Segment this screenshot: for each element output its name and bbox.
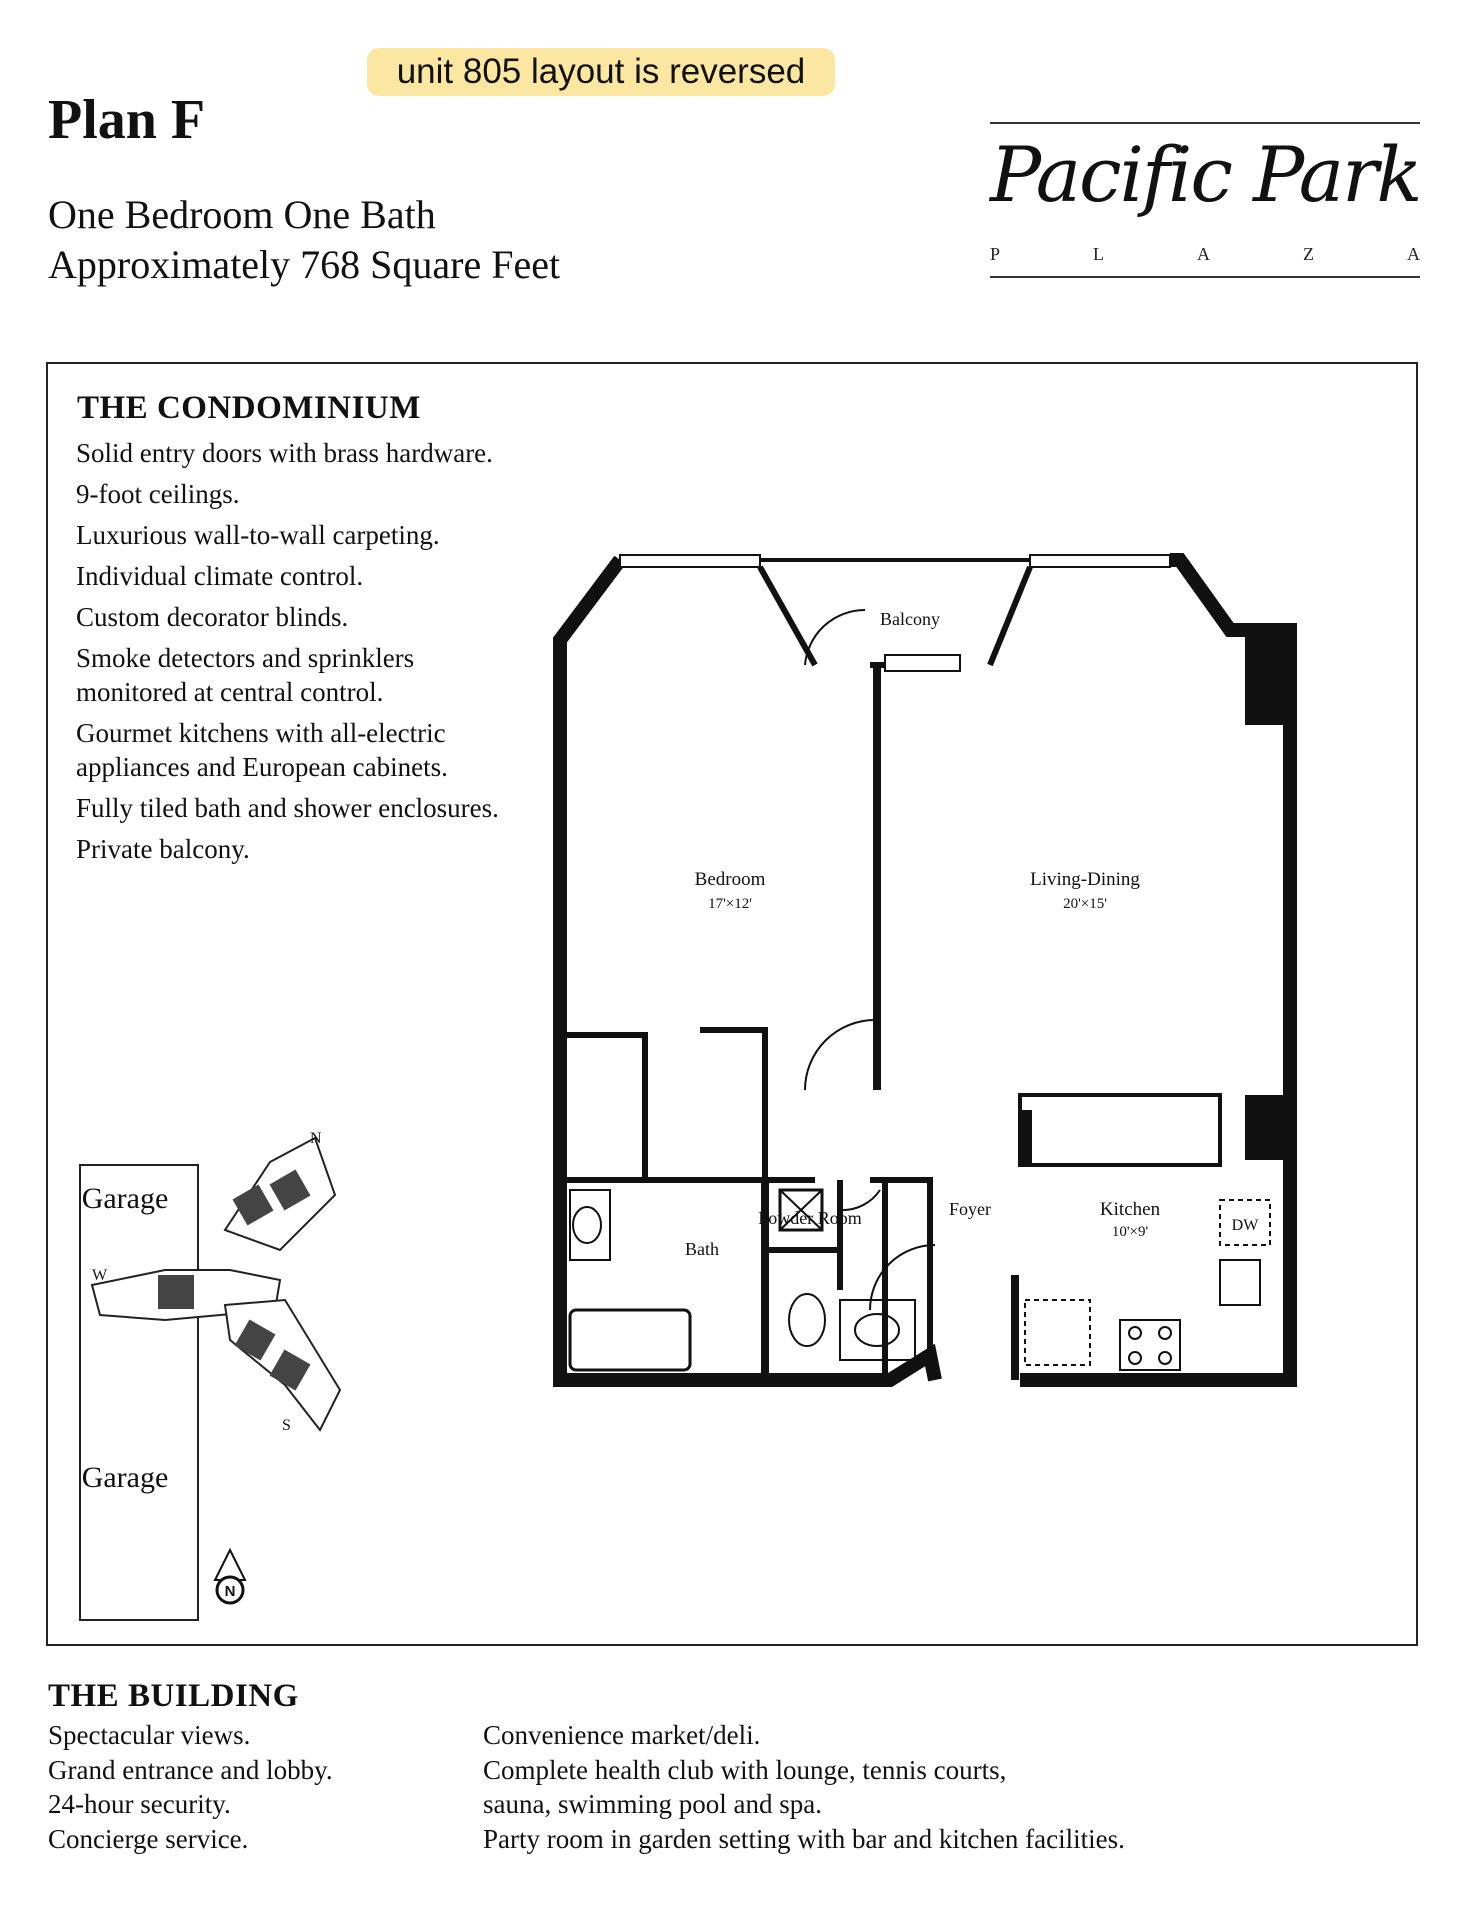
bath-label: Bath	[685, 1239, 719, 1259]
kitchen-size: 10'×9'	[1111, 1224, 1149, 1240]
building-feature: Concierge service.	[48, 1823, 249, 1854]
balcony-label: Balcony	[880, 609, 940, 629]
bedroom-window	[620, 555, 760, 567]
plan-subtitle-area: Approximately 768 Square Feet	[48, 242, 561, 287]
south-label: S	[282, 1417, 291, 1434]
living-window	[1030, 555, 1170, 567]
condominium-features	[76, 436, 506, 873]
balcony-door-swing	[805, 610, 865, 665]
building-features-right	[483, 1718, 1243, 1856]
building-feature: Party room in garden setting with bar and kitchen facilities.	[483, 1823, 1125, 1854]
garage-label-bottom: Garage	[81, 1461, 169, 1494]
logo-letter: A	[1196, 244, 1210, 264]
west-label: W	[92, 1267, 108, 1284]
reversed-layout-note: unit 805 layout is reversed	[367, 48, 835, 96]
logo-letter: P	[990, 244, 1001, 264]
bath-vanity	[570, 1190, 610, 1260]
building-feature: sauna, swimming pool and spa.	[483, 1789, 822, 1819]
logo-letter: L	[1093, 244, 1104, 264]
kitchen-bar	[1020, 1095, 1220, 1165]
site-locator-map	[70, 1130, 370, 1630]
plan-subtitle	[48, 190, 560, 290]
balcony-door	[885, 655, 960, 671]
garage-strip	[80, 1165, 198, 1620]
building-heading: THE BUILDING	[48, 1678, 299, 1714]
column	[1245, 1095, 1295, 1160]
foyer-label: Foyer	[949, 1199, 991, 1219]
toilet	[789, 1294, 825, 1346]
refrigerator	[1025, 1300, 1090, 1365]
plan-title: Plan F	[48, 89, 206, 151]
bedroom-size: 17'×12'	[708, 896, 752, 912]
powder-vanity	[840, 1300, 915, 1360]
feature-item: Luxurious wall-to-wall carpeting.	[76, 520, 440, 550]
logo-bottom-rule	[990, 276, 1420, 278]
feature-item: Fully tiled bath and shower enclosures.	[76, 793, 499, 823]
north-compass-icon	[215, 1550, 245, 1603]
building-feature: Spectacular views.	[48, 1720, 251, 1750]
logo-letter: Z	[1302, 244, 1314, 264]
kitchen-label: Kitchen	[1099, 1199, 1161, 1220]
balcony-wall-left	[760, 567, 815, 665]
building-feature: 24-hour security.	[48, 1789, 231, 1819]
logo-plaza-letters	[990, 244, 1420, 265]
building-feature: Convenience market/deli.	[483, 1720, 761, 1750]
foyer-wall	[870, 1180, 930, 1360]
north-label: N	[310, 1130, 322, 1147]
kitchen-sink	[1220, 1260, 1260, 1305]
closet-wall	[560, 1035, 645, 1180]
garage-label-top: Garage	[81, 1182, 169, 1215]
building-feature: Grand entrance and lobby.	[48, 1754, 333, 1785]
bedroom-label: Bedroom	[694, 869, 766, 890]
linen-wall	[700, 1030, 765, 1180]
feature-item: Custom decorator blinds.	[76, 602, 349, 632]
bathtub	[570, 1310, 690, 1370]
building-features-left	[48, 1718, 448, 1856]
hatched-unit	[158, 1275, 194, 1309]
feature-item: Individual climate control.	[76, 561, 364, 591]
feature-item: Solid entry doors with brass hardware.	[76, 438, 493, 468]
living-dining-label: Living-Dining	[1030, 869, 1140, 890]
column	[1245, 630, 1295, 725]
balcony-wall-right	[990, 567, 1030, 665]
logo-letter: A	[1406, 244, 1420, 264]
feature-item: Gourmet kitchens with all-electric appliances and European cabinets.	[76, 718, 448, 782]
dishwasher-label: DW	[1231, 1217, 1259, 1234]
compass-label: N	[224, 1583, 236, 1600]
living-dining-size: 20'×15'	[1063, 896, 1107, 912]
pacific-park-plaza-logo	[990, 122, 1420, 282]
feature-item: 9-foot ceilings.	[76, 479, 240, 509]
feature-item: Smoke detectors and sprinklers monitored at central control.	[76, 643, 415, 707]
cooktop	[1120, 1320, 1180, 1370]
condominium-heading: THE CONDOMINIUM	[77, 390, 421, 426]
plan-subtitle-bedrooms: One Bedroom One Bath	[48, 192, 436, 237]
bedroom-door-swing	[805, 1020, 875, 1090]
logo-top-rule	[990, 122, 1420, 124]
powder-room-label: Powder Room	[758, 1208, 862, 1228]
feature-item: Private balcony.	[76, 834, 250, 864]
building-feature: Complete health club with lounge, tennis courts,	[483, 1754, 1007, 1785]
logo-script-name: Pacific Park	[990, 130, 1421, 219]
floor-plan-drawing	[540, 530, 1300, 1410]
